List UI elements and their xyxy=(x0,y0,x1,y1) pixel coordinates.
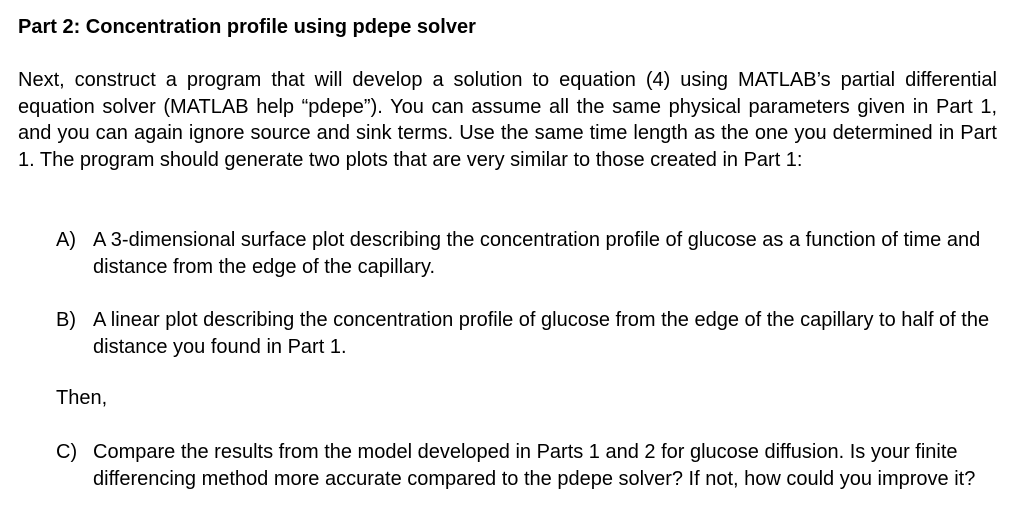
list-item-b xyxy=(56,307,997,360)
list-marker-a: A) xyxy=(56,229,76,251)
list-text-b: A linear plot describing the concentration profile of glucose from the edge of the capillary to half of the distance you found in Part 1. xyxy=(93,309,990,358)
list-item-c xyxy=(56,439,997,492)
intro-paragraph: Next, construct a program that will develop a solution to equation (4) using MATLAB’s partial differential equation solver (MATLAB help “pdepe”). You can assume all the same physical parameters given in Part 1, and you can again ignore source and sink terms. Use the same time length as the one you determined in Part 1. The program should generate two plots that are very similar to those created in Part 1: xyxy=(18,69,997,172)
list-marker-b: B) xyxy=(56,309,76,331)
then-label: Then, xyxy=(56,387,108,409)
list-text-c: Compare the results from the model developed in Parts 1 and 2 for glucose diffusion. Is your finite differencing method more accurate compared to the pdepe solver? If not, how could you improve it? xyxy=(93,441,976,490)
section-heading: Part 2: Concentration profile using pdepe solver xyxy=(18,16,476,38)
list-marker-c: C) xyxy=(56,441,78,463)
list-text-a: A 3-dimensional surface plot describing the concentration profile of glucose as a function of time and distance from the edge of the capillary. xyxy=(93,229,981,278)
list-item-a xyxy=(56,227,997,280)
